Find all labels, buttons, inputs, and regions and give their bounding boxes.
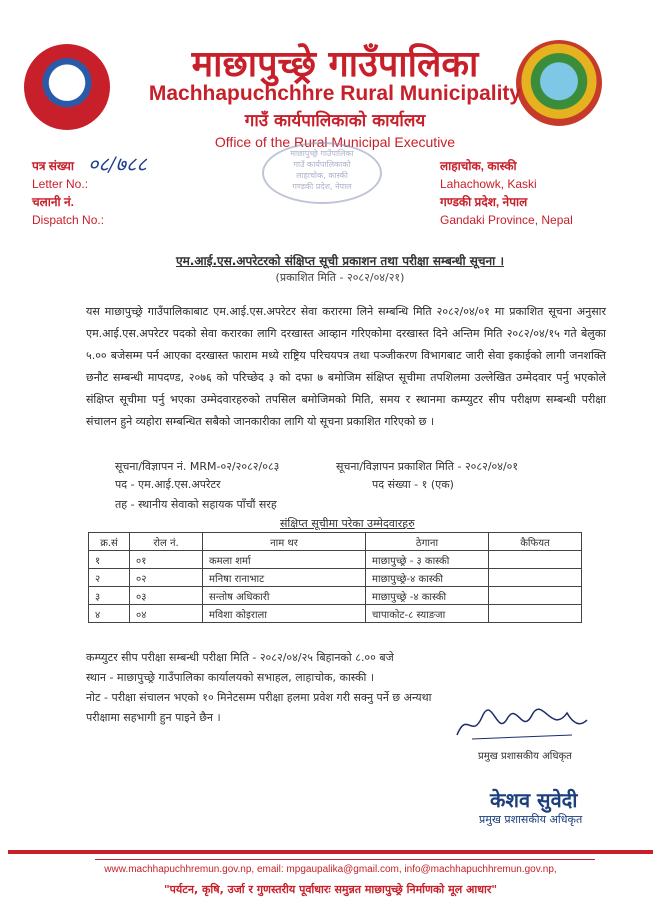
stamp-line: लाहाचोक, कास्की [296, 171, 348, 180]
col-header: नाम थर [203, 533, 366, 551]
table-row [89, 551, 582, 569]
table-row [89, 569, 582, 587]
table-cell: ३ [89, 587, 130, 605]
table-cell: मनिषा रानाभाट [203, 569, 366, 587]
address-line1-en: Lahachowk, Kaski [440, 177, 537, 191]
office-name-en: Office of the Rural Municipal Executive [214, 134, 456, 150]
table-caption: संक्षिप्त सूचीमा परेका उम्मेदवारहरु [280, 517, 415, 530]
table-row [89, 605, 582, 623]
exam-date: कम्प्युटर सीप परीक्षा सम्बन्धी परीक्षा मिति - २०८२/०४/२५ बिहानको ८.०० बजे [86, 651, 394, 664]
dispatch-label-en: Dispatch No.: [32, 213, 105, 227]
municipality-name-np: माछापुच्छ्रे गाउँपालिका [191, 44, 479, 85]
table-cell [489, 569, 582, 587]
footer-contact: www.machhapuchhremun.gov.np, email: mpgaupalika@gmail.com, info@machhapuchhremun.gov.np, [104, 864, 557, 875]
nepal-emblem-icon [24, 44, 110, 130]
address-block [440, 157, 573, 229]
notice-title: एम.आई.एस.अपरेटरको संक्षिप्त सूची प्रकाशन तथा परीक्षा सम्बन्धी सूचना । [175, 254, 505, 268]
table-cell: कमला शर्मा [203, 551, 366, 569]
col-header: रोल नं. [130, 533, 203, 551]
municipality-name-en: Machhapuchchhre Rural Municipality [148, 82, 522, 105]
table-cell: ०३ [130, 587, 203, 605]
table-cell: चापाकोट-८ स्याङजा [366, 605, 489, 623]
signatory-title: प्रमुख प्रशासकीय अधिकृत [479, 813, 583, 826]
table-cell: माछापुच्छ्रे - ३ कास्की [366, 551, 489, 569]
table-cell: ४ [89, 605, 130, 623]
table-cell: माछापुच्छ्रे -४ कास्की [366, 587, 489, 605]
letter-no-label-np: पत्र संख्या [32, 159, 74, 173]
table-cell: सन्तोष अधिकारी [203, 587, 366, 605]
table-cell: ०४ [130, 605, 203, 623]
exam-venue: स्थान - माछापुच्छ्रे गाउँपालिका कार्यालयको सभाहल, लाहाचोक, कास्की । [86, 671, 375, 684]
address-line2-en: Gandaki Province, Nepal [440, 213, 573, 227]
notice-published-date: (प्रकाशित मिति - २०८२/०४/२१) [275, 271, 405, 284]
table-cell [489, 587, 582, 605]
signatory-title-small: प्रमुख प्रशासकीय अधिकृत [478, 751, 572, 762]
table-cell: ०१ [130, 551, 203, 569]
table-cell: माछापुच्छ्रे-४ कास्की [366, 569, 489, 587]
col-header: कैफियत [489, 533, 582, 551]
post-level: तह - स्थानीय सेवाको सहायक पाँचौं सरह [115, 498, 277, 511]
office-stamp [262, 142, 382, 204]
table-cell: ०२ [130, 569, 203, 587]
address-line2-np: गण्डकी प्रदेश, नेपाल [440, 195, 528, 209]
table-cell: मविशा कोइराला [203, 605, 366, 623]
table-cell: १ [89, 551, 130, 569]
signature-icon [452, 705, 592, 745]
post-name: पद - एम.आई.एस.अपरेटर [115, 478, 221, 491]
col-header: क्र.सं [89, 533, 130, 551]
signatory-name: केशव सुवेदी [490, 788, 578, 812]
post-count: पद संख्या - १ (एक) [372, 478, 454, 491]
stamp-line: गाउँ कार्यपालिकाको [293, 160, 351, 169]
notice-body: यस माछापुच्छ्रे गाउँपालिकाबाट एम.आई.एस.अपरेटर सेवा करारमा लिने सम्बन्धि मिति २०८२/०४/०१ मा प्रकाशित सूचना अनुसार एम.आई.एस.अपरेटर पदको सेवा करारका लागि दरखास्त आव्हान गरिएकोमा दरखास्त दिने अन्तिम मिति २०८२/०४/१५ गते बेलुका ५.०० बजेसम्म पर्न आएका दरखास्त फाराम मध्ये राष्ट्रिय परिचयपत्र तथा पञ्जीकरण विभागबाट जारी सेवा इकाईको लागी जनशक्ति छनौट सम्बन्धी मापदण्ड, २०७६ को परिच्छेद ३ को दफा ७ बमोजिम संक्षिप्त सूचीमा तपशिलमा उल्लेखित उम्मेदवार पर्नु भएकोले संक्षिप्त सूचीमा पर्नु भएका उम्मेदवारहरुको तपसिल बमोजिमको मिति, समय र स्थानमा कम्प्युटर सीप परीक्षण सम्बन्धी परीक्षा संचालन हुने व्यहोरा सम्बन्धित सबैको जानकारीका लागि यो सूचना प्रकाशित गरिएको छ । [86, 305, 606, 428]
table-header-row [89, 533, 582, 551]
address-line1-np: लाहाचोक, कास्की [440, 159, 517, 173]
table-cell [489, 605, 582, 623]
candidate-table [88, 532, 582, 623]
letter-no-label-en: Letter No.: [32, 177, 89, 191]
table-cell: २ [89, 569, 130, 587]
table-cell [489, 551, 582, 569]
office-name-np: गाउँ कार्यपालिकाको कार्यालय [244, 111, 426, 131]
col-header: ठेगाना [366, 533, 489, 551]
table-row [89, 587, 582, 605]
stamp-line: गण्डकी प्रदेश, नेपाल [292, 182, 352, 191]
notice-date-detail: सूचना/विज्ञापन प्रकाशित मिति - २०८२/०४/०१ [336, 460, 519, 473]
footer-divider [8, 850, 653, 854]
stamp-line: माछापुच्छ्रे गाउँपालिका [290, 149, 354, 158]
footer-divider-thin [95, 859, 595, 860]
notice-number: सूचना/विज्ञापन नं. MRM-०२/२०८२/०८३ [115, 460, 280, 473]
letter-no-value: ०८/७८८ [88, 152, 147, 176]
footer-slogan: "पर्यटन, कृषि, उर्जा र गुणस्तरीय पूर्वाधारः समुन्नत माछापुच्छ्रे निर्माणको मूल आधार" [163, 883, 498, 896]
exam-note: नोट - परीक्षा संचालन भएको १० मिनेटसम्म परीक्षा हलमा प्रवेश गरी सक्नु पर्ने छ अन्यथा परीक्षामा सहभागी हुन पाइने छैन । [86, 691, 432, 724]
dispatch-label-np: चलानी नं. [32, 195, 74, 209]
